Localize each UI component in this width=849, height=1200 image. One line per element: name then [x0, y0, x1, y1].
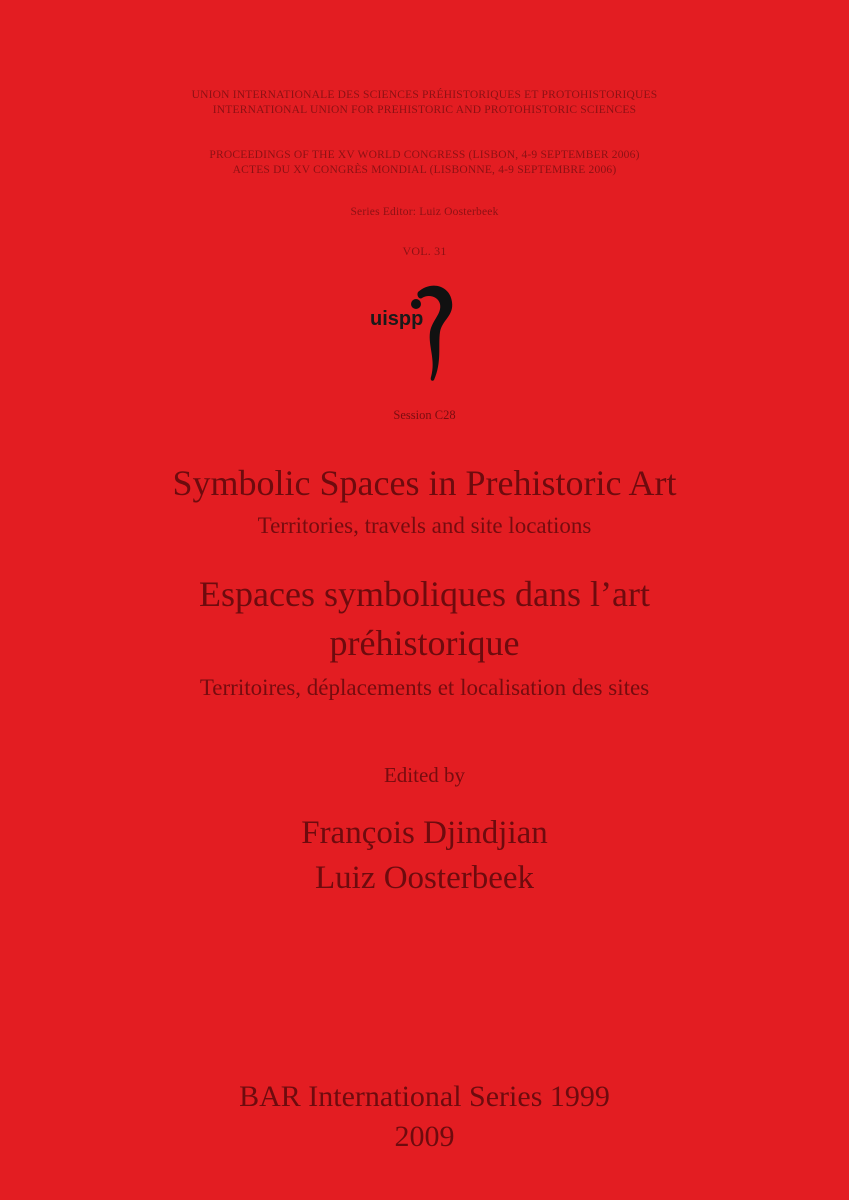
header-line-1: UNION INTERNATIONALE DES SCIENCES PRÉHISTORIQUES ET PROTOHISTORIQUES: [191, 89, 658, 101]
series-label: BAR International Series 1999: [239, 1080, 610, 1113]
subtitle-english: Territories, travels and site locations: [257, 513, 592, 538]
logo-text: uispp: [370, 308, 424, 330]
header-line-4: ACTES DU XV CONGRÈS MONDIAL (LISBONNE, 4-9 SEPTEMBRE 2006): [232, 164, 617, 176]
header-line-3: PROCEEDINGS OF THE XV WORLD CONGRESS (LISBON, 4-9 SEPTEMBER 2006): [209, 149, 640, 161]
header-proceedings: [0, 148, 849, 178]
publication-year: 2009: [394, 1120, 455, 1153]
editor-name: François Djindjian: [301, 815, 548, 851]
uispp-logo-icon: [360, 276, 470, 386]
header-line-2: INTERNATIONAL UNION FOR PREHISTORIC AND PROTOHISTORIC SCIENCES: [212, 104, 637, 116]
editor-name: Luiz Oosterbeek: [315, 860, 534, 896]
title-english: Symbolic Spaces in Prehistoric Art: [172, 463, 677, 503]
title-french-line-2: préhistorique: [329, 623, 520, 663]
session-label: Session C28: [393, 408, 456, 422]
logo-mark-shape: [417, 286, 452, 381]
title-french-line-1: Espaces symboliques dans l’art: [199, 574, 650, 614]
edited-by-label: Edited by: [383, 763, 466, 787]
volume-label: VOL. 31: [402, 244, 447, 258]
series-editor-line: Series Editor: Luiz Oosterbeek: [350, 206, 499, 218]
subtitle-french: Territoires, déplacements et localisation des sites: [199, 675, 650, 700]
header-organization: [0, 88, 849, 118]
